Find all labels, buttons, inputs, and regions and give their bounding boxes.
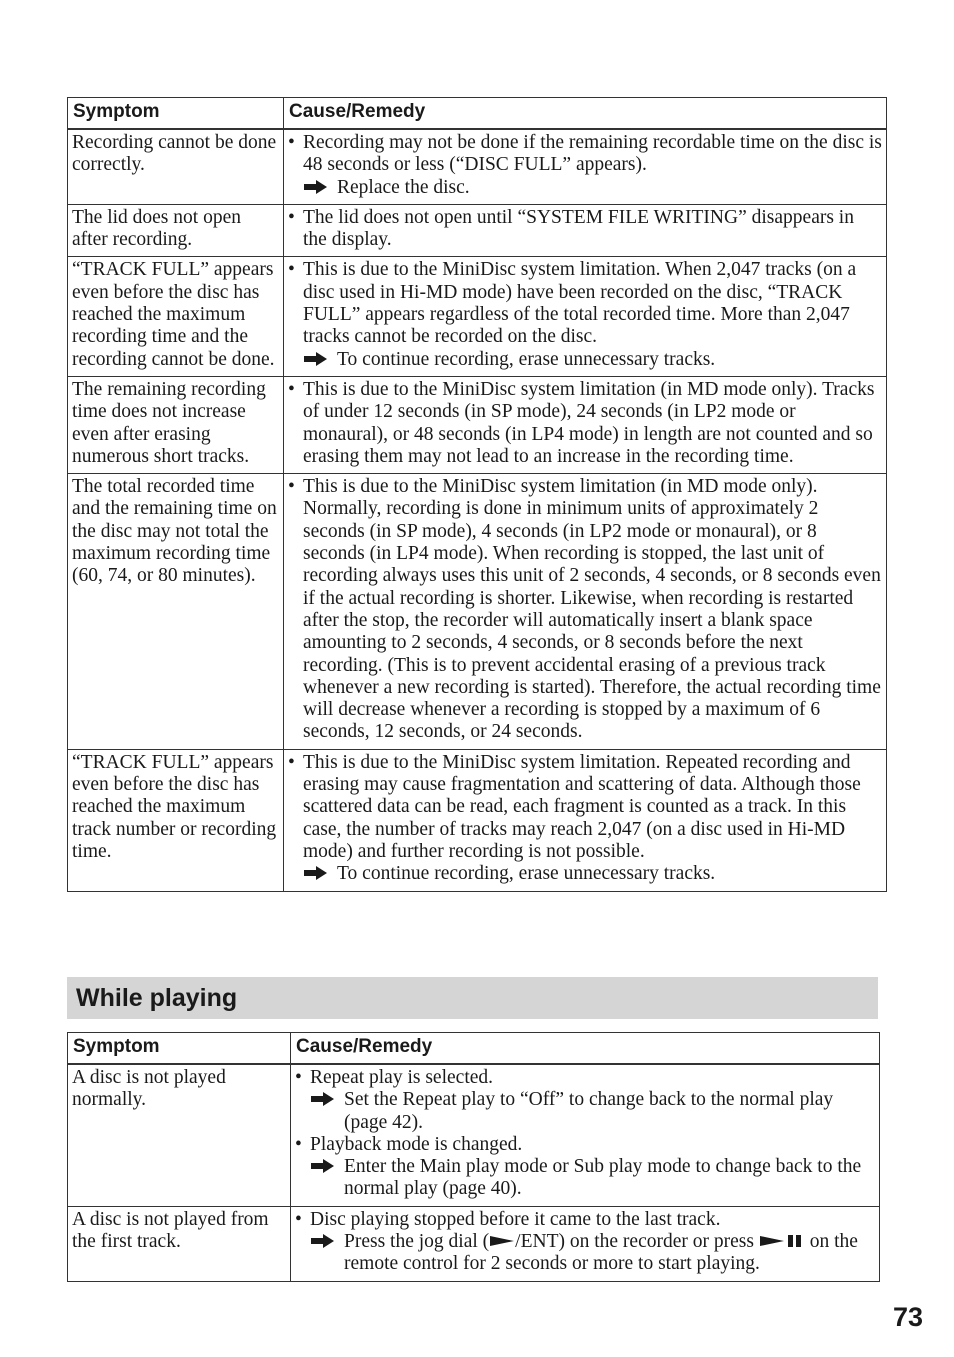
table-row (68, 474, 887, 750)
cause-cell (284, 204, 887, 257)
table-row (68, 129, 887, 204)
remedy-line (303, 177, 882, 199)
symptom-cell: The total recorded time and the remaining time on the disc may not total the maximum recording time (60, 74, or 80 minutes). (68, 474, 284, 750)
symptom-cell: “TRACK FULL” appears even before the disc has reached the maximum track number or recording time. (68, 749, 284, 891)
cause-text: • The lid does not open until “SYSTEM FILE WRITING” disappears in the display. (288, 207, 882, 252)
table-row (68, 1206, 880, 1281)
remedy-text: Set the Repeat play to “Off” to change back to the normal play (page 42). (344, 1089, 834, 1133)
table-row (68, 1064, 880, 1206)
remedy-line (310, 1089, 875, 1134)
section-heading-bar (67, 977, 878, 1019)
cause-remedy-header: Cause/Remedy (291, 1033, 880, 1065)
cause-text: • This is due to the MiniDisc system limitation (in MD mode only). Normally, recording is done in minimum units of approximately 2 seconds (in SP mode), 4 seconds (in LP2 mode or monaural), or 8 seconds (in LP4 mode). When recording is stopped, the last unit of recording always uses this unit of 2 seconds, 4 seconds, or 8 seconds even if the actual recording is shorter. Likewise, when recording is restarted after the stop, the recorder will automatically insert a blank space amounting to 2 seconds, 4 seconds, or 8 seconds before the next recording. (This is to prevent accidental erasing of a previous track whenever a new recording is started). Therefore, the actual recording time will decrease whenever a recording is stopped by a maximum of 6 seconds, 12 seconds, or 24 seconds. (288, 476, 882, 744)
symptom-cell: “TRACK FULL” appears even before the disc has reached the maximum recording time and the recording cannot be done. (68, 257, 284, 376)
remedy-text: To continue recording, erase unnecessary tracks. (337, 863, 716, 885)
remedy-line (303, 863, 882, 885)
table-header-row (68, 1033, 880, 1065)
symptom-cell: The lid does not open after recording. (68, 204, 284, 257)
troubleshooting-table-playing (67, 1032, 880, 1282)
right-arrow-icon (303, 863, 328, 885)
play-icon (489, 1231, 515, 1252)
cause-text: • This is due to the MiniDisc system limitation. When 2,047 tracks (on a disc used in Hi-MD mode) have been recorded on the disc, “TRACK FULL” appears regardless of the total recorded time. More than 2,047 tracks cannot be recorded on the disc. (288, 259, 882, 348)
remedy-text-part: Press the jog dial ( (344, 1231, 490, 1253)
cause-cell (284, 376, 887, 473)
section-title: While playing (76, 984, 238, 1012)
remedy-line (310, 1231, 875, 1276)
cause-cell (291, 1064, 880, 1206)
remedy-line (303, 349, 882, 371)
cause-cell (284, 474, 887, 750)
cause-cell (291, 1206, 880, 1281)
right-arrow-icon (310, 1156, 335, 1178)
symptom-cell: Recording cannot be done correctly. (68, 129, 284, 204)
right-arrow-icon (303, 349, 328, 371)
cause-text: • This is due to the MiniDisc system limitation. Repeated recording and erasing may cause fragmentation and scattering of data. Although those scattered data can be read, each fragment is counted as a track. In this case, the number of tracks may reach 2,047 (on a disc used in Hi-MD mode) and further recording is not possible. (288, 752, 882, 863)
remedy-text: Enter the Main play mode or Sub play mode to change back to the normal play (page 40). (344, 1156, 862, 1200)
page-number: 73 (892, 1302, 923, 1332)
cause-text: • Recording may not be done if the remaining recordable time on the disc is 48 seconds or less (“DISC FULL” appears). (288, 132, 882, 177)
right-arrow-icon (303, 177, 328, 199)
cause-text: • Playback mode is changed. (295, 1134, 875, 1156)
play-pause-icon (759, 1231, 805, 1252)
cause-text: • Disc playing stopped before it came to the last track. (295, 1209, 875, 1231)
troubleshooting-table-recording (67, 97, 887, 892)
table-row (68, 257, 887, 376)
symptom-cell: A disc is not played normally. (68, 1064, 291, 1206)
cause-cell (284, 129, 887, 204)
cause-cell (284, 749, 887, 891)
remedy-text-part: on the remote control for 2 seconds or more to start playing. (344, 1231, 858, 1275)
remedy-text: Replace the disc. (337, 176, 470, 198)
table-row (68, 204, 887, 257)
cause-text: • Repeat play is selected. (295, 1067, 875, 1089)
remedy-text: To continue recording, erase unnecessary tracks. (337, 348, 716, 370)
table-row (68, 376, 887, 473)
right-arrow-icon (310, 1231, 335, 1253)
cause-remedy-header: Cause/Remedy (284, 98, 887, 130)
table-row (68, 749, 887, 891)
table-header-row (68, 98, 887, 130)
cause-cell (284, 257, 887, 376)
symptom-header: Symptom (68, 1033, 291, 1065)
symptom-cell: A disc is not played from the first track. (68, 1206, 291, 1281)
remedy-text-part: /ENT) on the recorder or press (515, 1231, 759, 1253)
remedy-line (310, 1156, 875, 1201)
symptom-cell: The remaining recording time does not increase even after erasing numerous short tracks. (68, 376, 284, 473)
symptom-header: Symptom (68, 98, 284, 130)
cause-text: • This is due to the MiniDisc system limitation (in MD mode only). Tracks of under 12 seconds (in SP mode), 24 seconds (in LP2 mode or monaural), or 48 seconds (in LP4 mode) in length are not counted and so erasing them may not lead to an increase in the recording time. (288, 379, 882, 468)
right-arrow-icon (310, 1089, 335, 1111)
